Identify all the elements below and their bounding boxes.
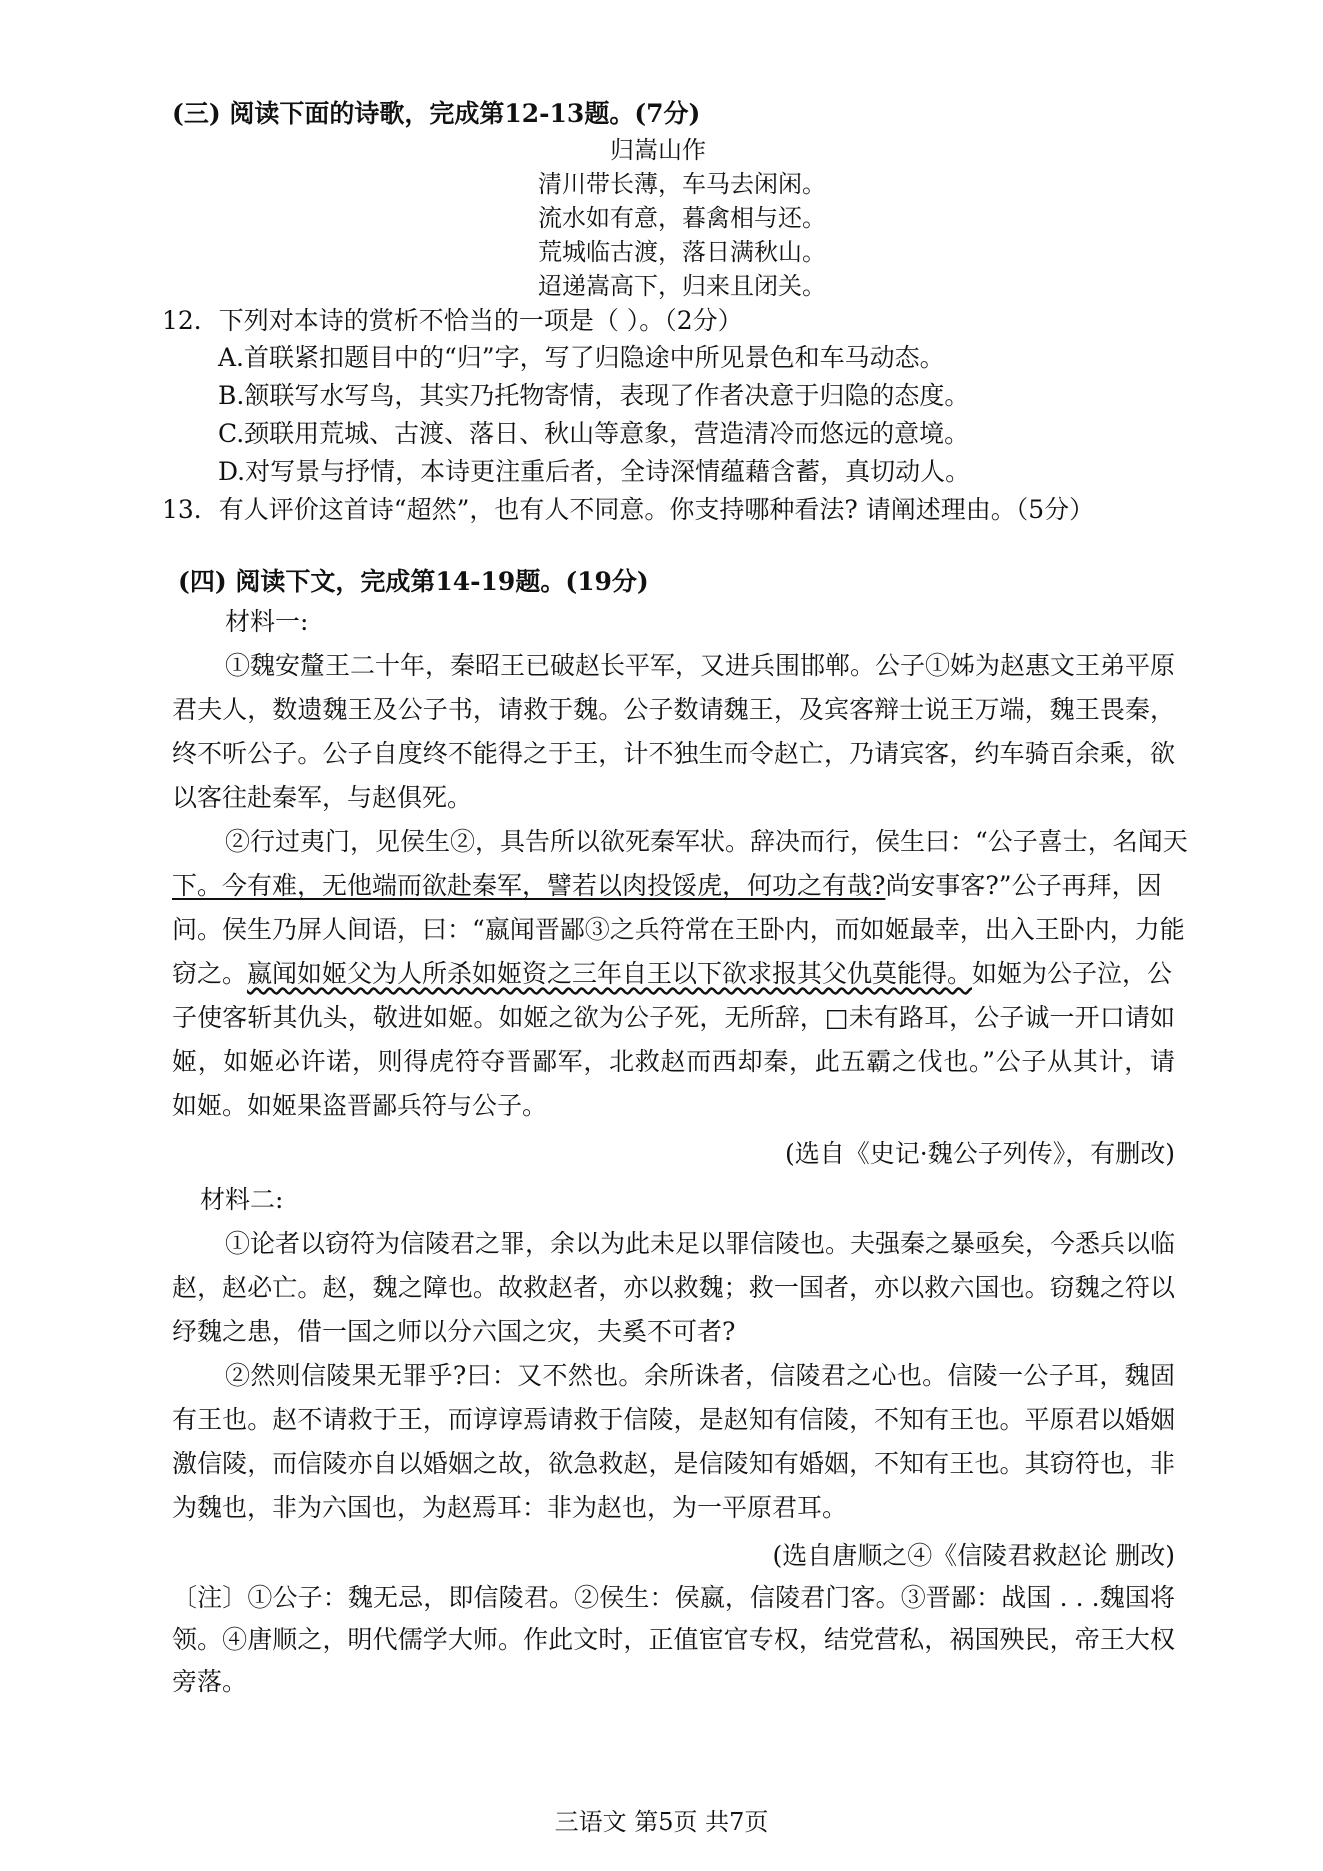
material2-source: (选自唐顺之④《信陵君救赵论 删改) — [772, 1541, 1175, 1570]
material1-text-line: 以客往赴秦军，与赵俱死。 — [172, 783, 473, 812]
material1-text-line — [172, 870, 1175, 902]
section3-heading: (三) 阅读下面的诗歌，完成第12-13题。(7分) — [172, 99, 701, 128]
question-12: 12．下列对本诗的赏析不恰当的一项是（ ）。（2分） — [162, 306, 743, 335]
option-c: C.颈联用荒城、古渡、落日、秋山等意象，营造清冷而悠远的意境。 — [218, 419, 970, 448]
option-a: A.首联紧扣题目中的“归”字，写了归隐途中所见景色和车马动态。 — [218, 343, 945, 372]
material1-text-line: 子使客斩其仇头，敬进如姬。如姬之欲为公子死，无所辞，□未有路耳，公子诚一开口请如 — [172, 1003, 1175, 1032]
question-13: 13．有人评价这首诗“超然”，也有人不同意。你支持哪种看法? 请阐述理由。（5分） — [162, 495, 1095, 524]
material2-text-line: 为魏也，非为六国也，为赵焉耳：非为赵也，为一平原君耳。 — [172, 1493, 848, 1522]
text-span: 尚安事客?”公子再拜，因 — [885, 871, 1162, 900]
notes-line: 领。④唐顺之，明代儒学大师。作此文时，正值宦官专权，结党营私，祸国殃民，帝王大权 — [172, 1625, 1175, 1654]
material2-text-line: 赵，赵必亡。赵，魏之障也。故救赵者，亦以救魏；救一国者，亦以救六国也。窃魏之符以 — [172, 1273, 1175, 1302]
material2-text-line: 有王也。赵不请救于王，而谆谆焉请救于信陵，是赵知有信陵，不知有王也。平原君以婚姻 — [172, 1405, 1175, 1434]
material1-text-line: 君夫人，数遗魏王及公子书，请救于魏。公子数请魏王，及宾客辩士说王万端，魏王畏秦， — [172, 695, 1175, 724]
poem-title: 归嵩山作 — [610, 136, 706, 164]
poem-line: 荒城临古渡，落日满秋山。 — [538, 238, 826, 266]
material2-text-line: ①论者以窃符为信陵君之罪，余以为此未足以罪信陵也。夫强秦之暴亟矣，今悉兵以临 — [225, 1229, 1176, 1258]
material1-source: (选自《史记·魏公子列传》，有删改) — [785, 1139, 1175, 1168]
material2-text-line: 纾魏之患，借一国之师以分六国之灾，夫奚不可者? — [172, 1317, 736, 1346]
poem-line: 流水如有意，暮禽相与还。 — [538, 204, 826, 232]
material2-text-line: ②然则信陵果无罪乎?曰：又不然也。余所诛者，信陵君之心也。信陵一公子耳，魏固 — [225, 1361, 1175, 1390]
material1-text-line — [172, 958, 1175, 990]
material1-text-line: ②行过夷门，见侯生②，具告所以欲死秦军状。辞决而行，侯生曰：“公子喜士，名闻天 — [225, 827, 1188, 856]
material1-text-line: ①魏安釐王二十年，秦昭王已破赵长平军，又进兵围邯郸。公子①姊为赵惠文王弟平原 — [225, 651, 1176, 680]
option-b: B.颔联写水写鸟，其实乃托物寄情，表现了作者决意于归隐的态度。 — [218, 381, 970, 410]
poem-line: 清川带长薄，车马去闲闲。 — [538, 170, 826, 198]
underlined-sentence: 下。今有难，无他端而欲赴秦军，譬若以肉投馁虎，何功之有哉? — [172, 871, 886, 900]
wavy-underlined-sentence: 嬴闻如姬父为人所杀如姬资之三年自王以下欲求报其父仇莫能得。 — [247, 959, 973, 988]
notes-line: 旁落。 — [172, 1667, 248, 1696]
material1-text-line: 问。侯生乃屏人间语，曰：“嬴闻晋鄙③之兵符常在王卧内，而如姬最幸，出入王卧内，力能 — [172, 915, 1185, 944]
material1-text-line: 姬，如姬必许诺，则得虎符夺晋鄙军，北救赵而西却秦，此五霸之伐也。”公子从其计，请 — [172, 1047, 1175, 1076]
text-span: 如姬为公子泣，公 — [972, 959, 1173, 988]
material1-text-line: 终不听公子。公子自度终不能得之于王，计不独生而令赵亡，乃请宾客，约车骑百余乘，欲 — [172, 739, 1175, 768]
poem-line: 迢递嵩高下，归来且闭关。 — [538, 272, 826, 300]
text-span: 窃之。 — [172, 959, 248, 988]
material1-label: 材料一: — [225, 607, 309, 636]
section4-heading: (四) 阅读下文，完成第14-19题。(19分) — [178, 567, 649, 596]
notes-line: 〔注〕①公子：魏无忌，即信陵君。②侯生：侯嬴，信陵君门客。③晋鄙：战国 . . .魏国将 — [172, 1583, 1175, 1612]
material2-label: 材料二: — [200, 1185, 284, 1214]
page-footer: 三语文 第5页 共7页 — [554, 1808, 769, 1836]
material2-text-line: 激信陵，而信陵亦自以婚姻之故，欲急救赵，是信陵知有婚姻，不知有王也。其窃符也，非 — [172, 1449, 1175, 1478]
option-d: D.对写景与抒情，本诗更注重后者，全诗深情蕴藉含蓄，真切动人。 — [218, 457, 971, 486]
material1-text-line: 如姬。如姬果盗晋鄙兵符与公子。 — [172, 1091, 548, 1120]
